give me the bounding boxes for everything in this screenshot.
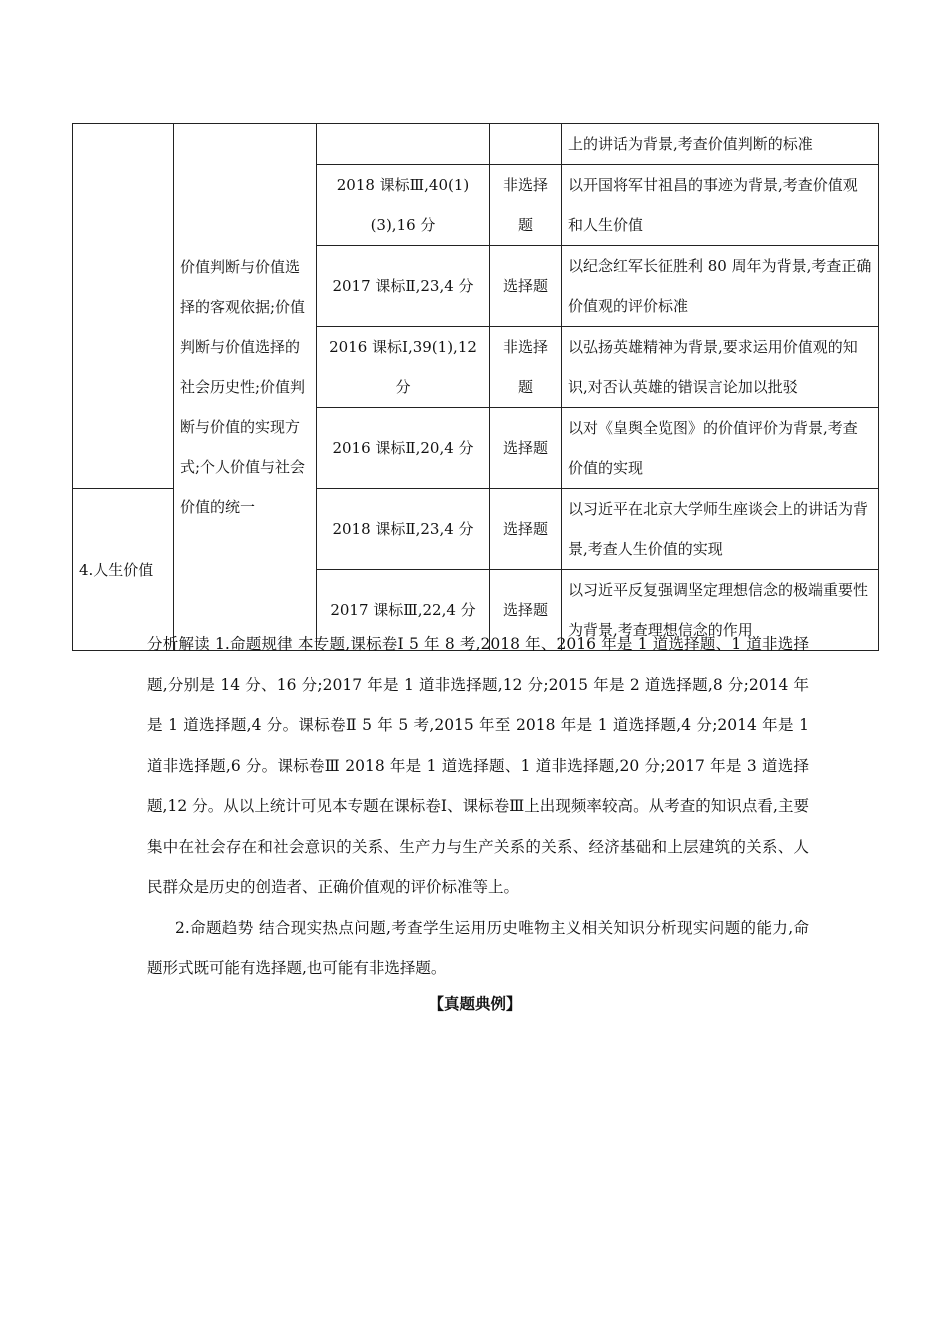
question-type-cell: 选择题 [490, 408, 562, 489]
source-cell: 2017 课标Ⅱ,23,4 分 [317, 246, 490, 327]
source-cell-empty [317, 124, 490, 165]
source-cell: 2016 课标Ⅱ,20,4 分 [317, 408, 490, 489]
source-cell: 2018 课标Ⅲ,40(1)(3),16 分 [317, 165, 490, 246]
topic-cell: 4.人生价值 [73, 489, 174, 651]
question-type-cell: 选择题 [490, 246, 562, 327]
analysis-paragraph-rules: 分析解读 1.命题规律 本专题,课标卷Ⅰ 5 年 8 考,2018 年、2016 年是 1 道选择题、1 道非选择题,分别是 14 分、16 分;2017 年是 1 道非选择题,12 分;2015 年是 2 道选择题,8 分;2014 年是 1 道选择题,4 分。课标卷Ⅱ 5 年 5 考,2015 年至 2018 年是 1 道选择题,4 分;2014 年是 1 道非选择题,6 分。课标卷Ⅲ 2018 年是 1 道选择题、1 道非选择题,20 分;2017 年是 3 道选择题,12 分。从以上统计可见本专题在课标卷Ⅰ、课标卷Ⅲ上出现频率较高。从考查的知识点看,主要集中在社会存在和社会意识的关系、生产力与生产关系的关系、经济基础和上层建筑的关系、人民群众是历史的创造者、正确价值观的评价标准等上。 [147, 635, 809, 896]
question-type-cell: 非选择题 [490, 165, 562, 246]
question-type-cell: 非选择题 [490, 327, 562, 408]
section-title: 【真题典例】 [428, 995, 522, 1013]
knowledge-points-cell: 价值判断与价值选择的客观依据;价值判断与价值选择的社会历史性;价值判断与价值的实现方式;个人价值与社会价值的统一 [174, 124, 317, 651]
source-cell: 2016 课标Ⅰ,39(1),12 分 [317, 327, 490, 408]
description-cell: 上的讲话为背景,考查价值判断的标准 [562, 124, 879, 165]
source-cell: 2017 课标Ⅲ,22,4 分 [317, 570, 490, 651]
description-cell: 以开国将军甘祖昌的事迹为背景,考查价值观和人生价值 [562, 165, 879, 246]
analysis-section [147, 624, 809, 989]
description-cell: 以对《皇舆全览图》的价值评价为背景,考查价值的实现 [562, 408, 879, 489]
question-type-cell: 选择题 [490, 570, 562, 651]
description-cell: 以习近平在北京大学师生座谈会上的讲话为背景,考查人生价值的实现 [562, 489, 879, 570]
source-cell: 2018 课标Ⅱ,23,4 分 [317, 489, 490, 570]
topic-cell-empty [73, 124, 174, 489]
exam-analysis-table [72, 123, 879, 651]
description-cell: 以纪念红军长征胜利 80 周年为背景,考查正确价值观的评价标准 [562, 246, 879, 327]
description-cell: 以弘扬英雄精神为背景,要求运用价值观的知识,对否认英雄的错误言论加以批驳 [562, 327, 879, 408]
description-cell: 以习近平反复强调坚定理想信念的极端重要性为背景,考查理想信念的作用 [562, 570, 879, 651]
question-type-cell: 选择题 [490, 489, 562, 570]
type-cell-empty [490, 124, 562, 165]
analysis-paragraph-trends: 2.命题趋势 结合现实热点问题,考查学生运用历史唯物主义相关知识分析现实问题的能力,命题形式既可能有选择题,也可能有非选择题。 [147, 918, 809, 977]
table-row [73, 124, 879, 165]
